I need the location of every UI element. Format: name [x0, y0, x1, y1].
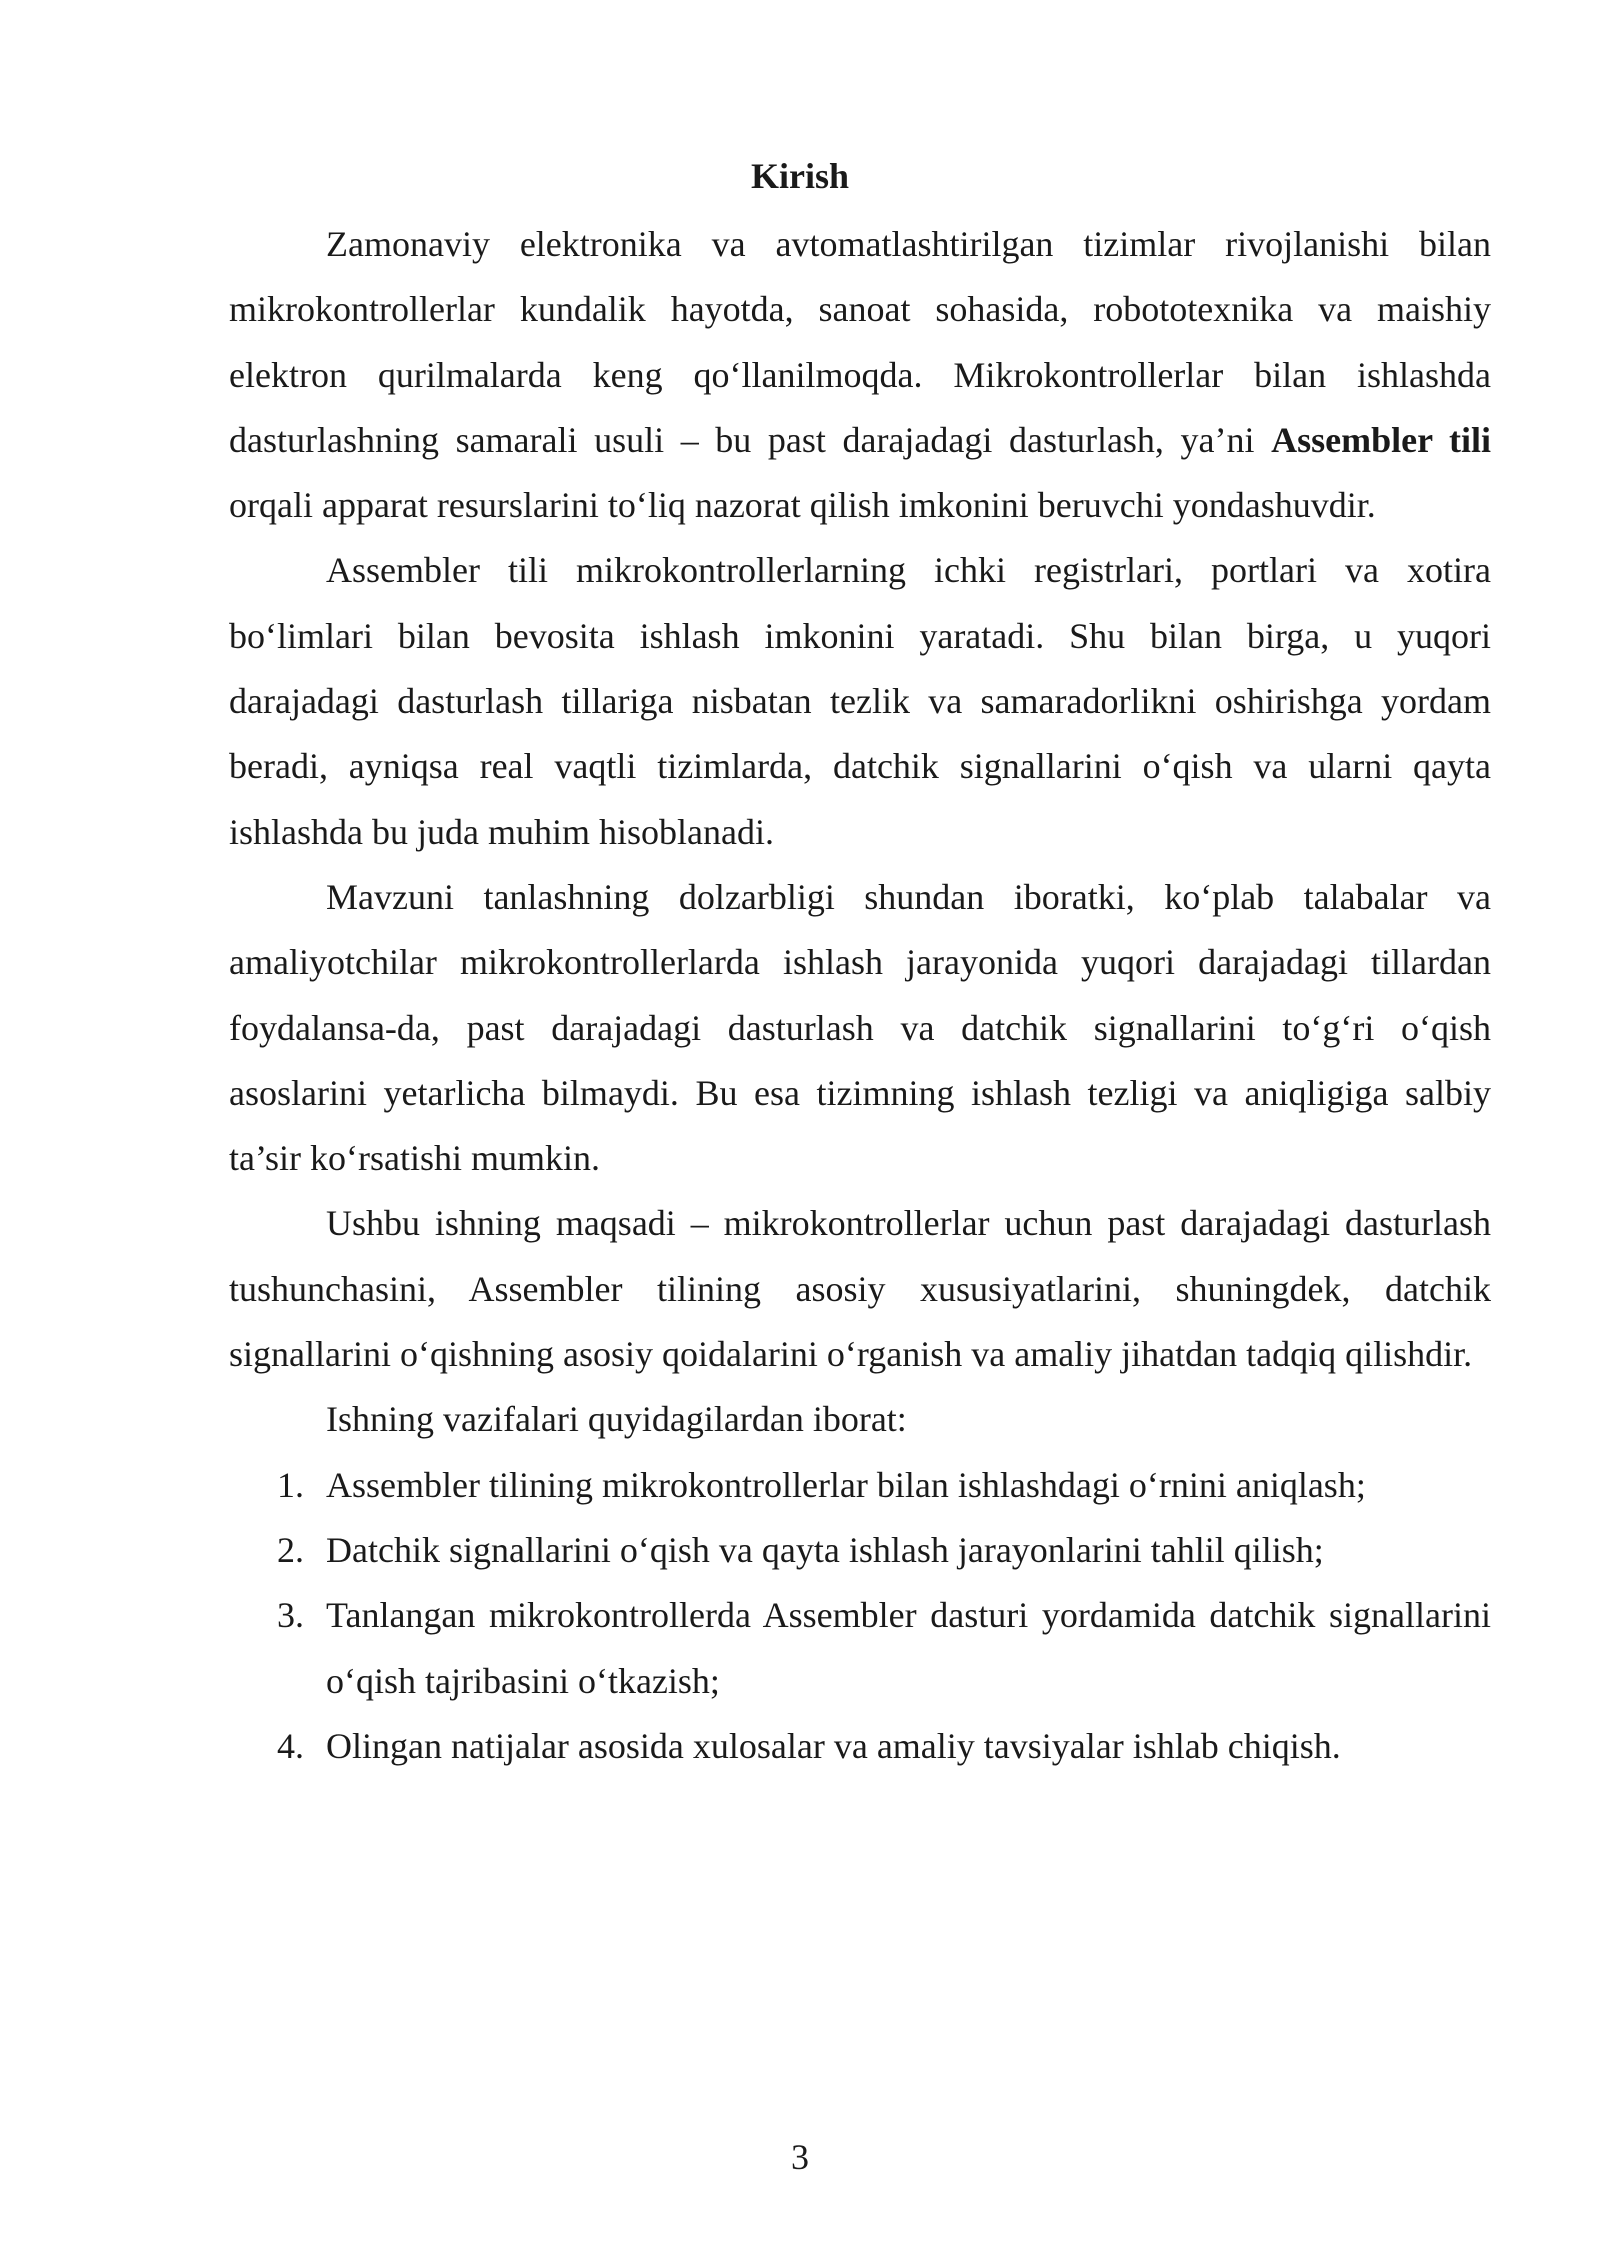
list-item-text: Datchik signallarini o‘qish va qayta ishlash jarayonlarini tahlil qilish; [326, 1529, 1324, 1570]
section-title: Kirish [750, 156, 849, 196]
list-item-number: 4. [277, 1725, 304, 1766]
page-number: 3 [791, 2137, 809, 2177]
list-item [229, 1518, 1491, 1583]
list-item [229, 1714, 1491, 1779]
list-item [229, 1583, 1491, 1714]
list-item-text: Assembler tilining mikrokontrollerlar bilan ishlashdagi o‘rnini aniqlash; [326, 1464, 1366, 1505]
paragraph-intro [229, 212, 1491, 538]
list-item-text: Tanlangan mikrokontrollerda Assembler dasturi yordamida datchik signallarini o‘qish tajribasini o‘tkazish; [326, 1595, 1491, 1701]
body-text [229, 212, 1491, 1779]
list-item-number: 1. [277, 1464, 304, 1505]
paragraph-intro-text-start: Zamonaviy elektronika va avtomatlashtirilgan tizimlar rivojlanishi bilan mikrokontrollerlar kundalik hayotda, sanoat sohasida, robototexnika va maishiy elektron qurilmalarda keng qo‘llanilmoqda. Mikrokontrollerlar bilan ishlashda dasturlashning samarali usuli – bu past darajadagi dasturlash, ya’ni [229, 224, 1491, 460]
tasks-list [229, 1453, 1491, 1779]
paragraph-relevance: Mavzuni tanlashning dolzarbligi shundan iboratki, ko‘plab talabalar va amaliyotchilar mikrokontrollerlarda ishlash jarayonida yuqori darajadagi tillardan foydalansa-da, past darajadagi dasturlash va datchik signallarini to‘g‘ri o‘qish asoslarini yetarlicha bilmaydi. Bu esa tizimning ishlash tezligi va aniqligiga salbiy ta’sir ko‘rsatishi mumkin. [229, 876, 1491, 1179]
paragraph-assembler: Assembler tili mikrokontrollerlarning ichki registrlari, portlari va xotira bo‘limlari bilan bevosita ishlash imkonini yaratadi. Shu bilan birga, u yuqori darajadagi dasturlash tillariga nisbatan tezlik va samaradorlikni oshirishga yordam beradi, ayniqsa real vaqtli tizimlarda, datchik signallarini o‘qish va ularni qayta ishlashda bu juda muhim hisoblanadi. [229, 550, 1491, 852]
list-item-number: 3. [277, 1595, 304, 1636]
list-item-text: Olingan natijalar asosida xulosalar va amaliy tavsiyalar ishlab chiqish. [326, 1725, 1341, 1766]
list-item [229, 1453, 1491, 1518]
paragraph-tasks-intro: Ishning vazifalari quyidagilardan iborat: [326, 1399, 907, 1440]
list-item-number: 2. [277, 1529, 304, 1570]
paragraph-goal: Ushbu ishning maqsadi – mikrokontrollerlar uchun past darajadagi dasturlash tushunchasini, Assembler tilining asosiy xususiyatlarini, shuningdek, datchik signallarini o‘qishning asosiy qoidalarini o‘rganish va amaliy jihatdan tadqiq qilishdir. [229, 1203, 1491, 1375]
paragraph-intro-text-end: orqali apparat resurslarini to‘liq nazorat qilish imkonini beruvchi yondashuvdir. [229, 485, 1376, 526]
assembler-tili-bold: Assembler tili [1271, 419, 1491, 460]
